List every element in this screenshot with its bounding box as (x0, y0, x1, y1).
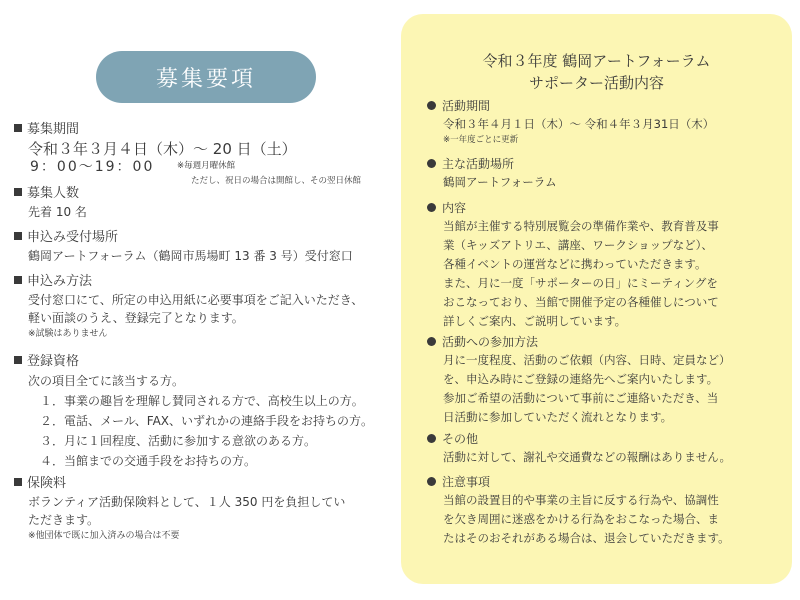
section-heading: 登録資格 (14, 353, 399, 371)
period-dates: 令和３年３月４日（木）～ 20 日（土） (28, 140, 297, 158)
section-insurance (14, 475, 399, 543)
square-bullet-icon (14, 478, 22, 486)
section-heading: 募集人数 (14, 185, 399, 203)
activity-caution (427, 474, 782, 548)
insurance-note: ※他団体で既に加入済みの場合は不要 (28, 531, 180, 541)
qualification-item: ３．月に１回程度、活動に参加する意欲のある方。 (40, 434, 317, 448)
qualification-item: ２．電話、メール、FAX、いずれかの連絡手段をお持ちの方。 (40, 414, 374, 428)
closed-note: ※毎週月曜休館 (177, 161, 236, 171)
caution-line: 当館の設置目的や事業の主旨に反する行為や、協調性 (443, 493, 719, 507)
square-bullet-icon (14, 232, 22, 240)
content-line: 業（キッズアトリエ、講座、ワークショップなど）、 (443, 238, 713, 252)
circle-bullet-icon (427, 101, 436, 110)
section-heading: その他 (427, 431, 782, 448)
caution-line: を欠き周囲に迷惑をかける行為をおこなった場合、ま (443, 512, 719, 526)
section-method (14, 273, 399, 341)
join-line: 参加ご希望の活動について事前にご連絡いただき、当 (443, 391, 719, 405)
circle-bullet-icon (427, 337, 436, 346)
join-line: 月に一度程度、活動のご依頼（内容、日時、定員など） (443, 353, 731, 367)
section-heading: 主な活動場所 (427, 156, 782, 173)
section-heading: 内容 (427, 200, 782, 217)
caution-line: たはそのおそれがある場合は、退会していただきます。 (443, 531, 730, 545)
panel-title-line1: 令和３年度 鶴岡アートフォーラム (482, 52, 711, 70)
recruitment-title-badge (96, 51, 316, 103)
activity-content (427, 200, 782, 331)
section-qualification (14, 353, 399, 471)
section-capacity (14, 185, 399, 221)
insurance-line: ただきます。 (28, 513, 100, 527)
square-bullet-icon (14, 188, 22, 196)
circle-bullet-icon (427, 477, 436, 486)
content-line: 各種イベントの運営などに携わっていただきます。 (443, 257, 707, 271)
activity-period-note: ※一年度ごとに更新 (443, 135, 519, 145)
qualification-item: ４．当館までの交通手段をお持ちの方。 (40, 454, 257, 468)
activity-place (427, 156, 782, 192)
section-heading: 申込み受付場所 (14, 229, 399, 247)
section-heading: 活動期間 (427, 98, 782, 115)
section-heading: 募集期間 (14, 121, 399, 139)
content-line: 詳しくご案内、ご説明しています。 (443, 314, 627, 328)
section-heading: 保険料 (14, 475, 399, 493)
venue-value: 鶴岡アートフォーラム（鶴岡市馬場町 13 番 3 号）受付窓口 (28, 249, 353, 263)
method-note: ※試験はありません (28, 329, 108, 339)
content-line: 当館が主催する特別展覧会の準備作業や、教育普及事 (443, 219, 719, 233)
recruitment-title: 募集要項 (155, 66, 256, 92)
capacity-value: 先着 10 名 (28, 205, 87, 219)
section-heading: 活動への参加方法 (427, 334, 782, 351)
method-line: 軽い面談のうえ、登録完了となります。 (28, 311, 244, 325)
activity-period (427, 98, 782, 146)
activity-place-value: 鶴岡アートフォーラム (443, 175, 557, 189)
join-line: 日活動に参加していただく流れとなります。 (443, 410, 673, 424)
circle-bullet-icon (427, 203, 436, 212)
activity-join (427, 334, 782, 427)
section-period (14, 121, 399, 187)
activity-period-value: 令和３年４月１日（木）～ 令和４年３月31日（木） (443, 117, 715, 131)
recruitment-column (14, 0, 399, 600)
insurance-line: ボランティア活動保険料として、１人 350 円を負担してい (28, 495, 346, 509)
method-line: 受付窓口にて、所定の申込用紙に必要事項をご記入いただき、 (28, 293, 364, 307)
square-bullet-icon (14, 276, 22, 284)
circle-bullet-icon (427, 434, 436, 443)
holiday-note: ただし、祝日の場合は開館し、その翌日休館 (191, 176, 362, 186)
qualification-item: １．事業の趣旨を理解し賛同される方で、高校生以上の方。 (40, 394, 364, 408)
qualification-intro: 次の項目全てに該当する方。 (28, 374, 185, 388)
activity-other (427, 431, 782, 467)
period-time: 9：00～19：00 (30, 159, 155, 175)
circle-bullet-icon (427, 159, 436, 168)
activity-panel (401, 14, 792, 584)
section-heading: 注意事項 (427, 474, 782, 491)
join-line: を、申込み時にご登録の連絡先へご案内いたします。 (443, 372, 719, 386)
section-venue (14, 229, 399, 265)
square-bullet-icon (14, 356, 22, 364)
panel-title-line2: サポーター活動内容 (528, 74, 664, 92)
content-line: おこなっており、当館で開催予定の各種催しについて (443, 295, 719, 309)
section-heading: 申込み方法 (14, 273, 399, 291)
other-value: 活動に対して、謝礼や交通費などの報酬はありません。 (443, 450, 731, 464)
content-line: また、月に一度「サポーターの日」にミーティングを (443, 276, 718, 290)
square-bullet-icon (14, 124, 22, 132)
